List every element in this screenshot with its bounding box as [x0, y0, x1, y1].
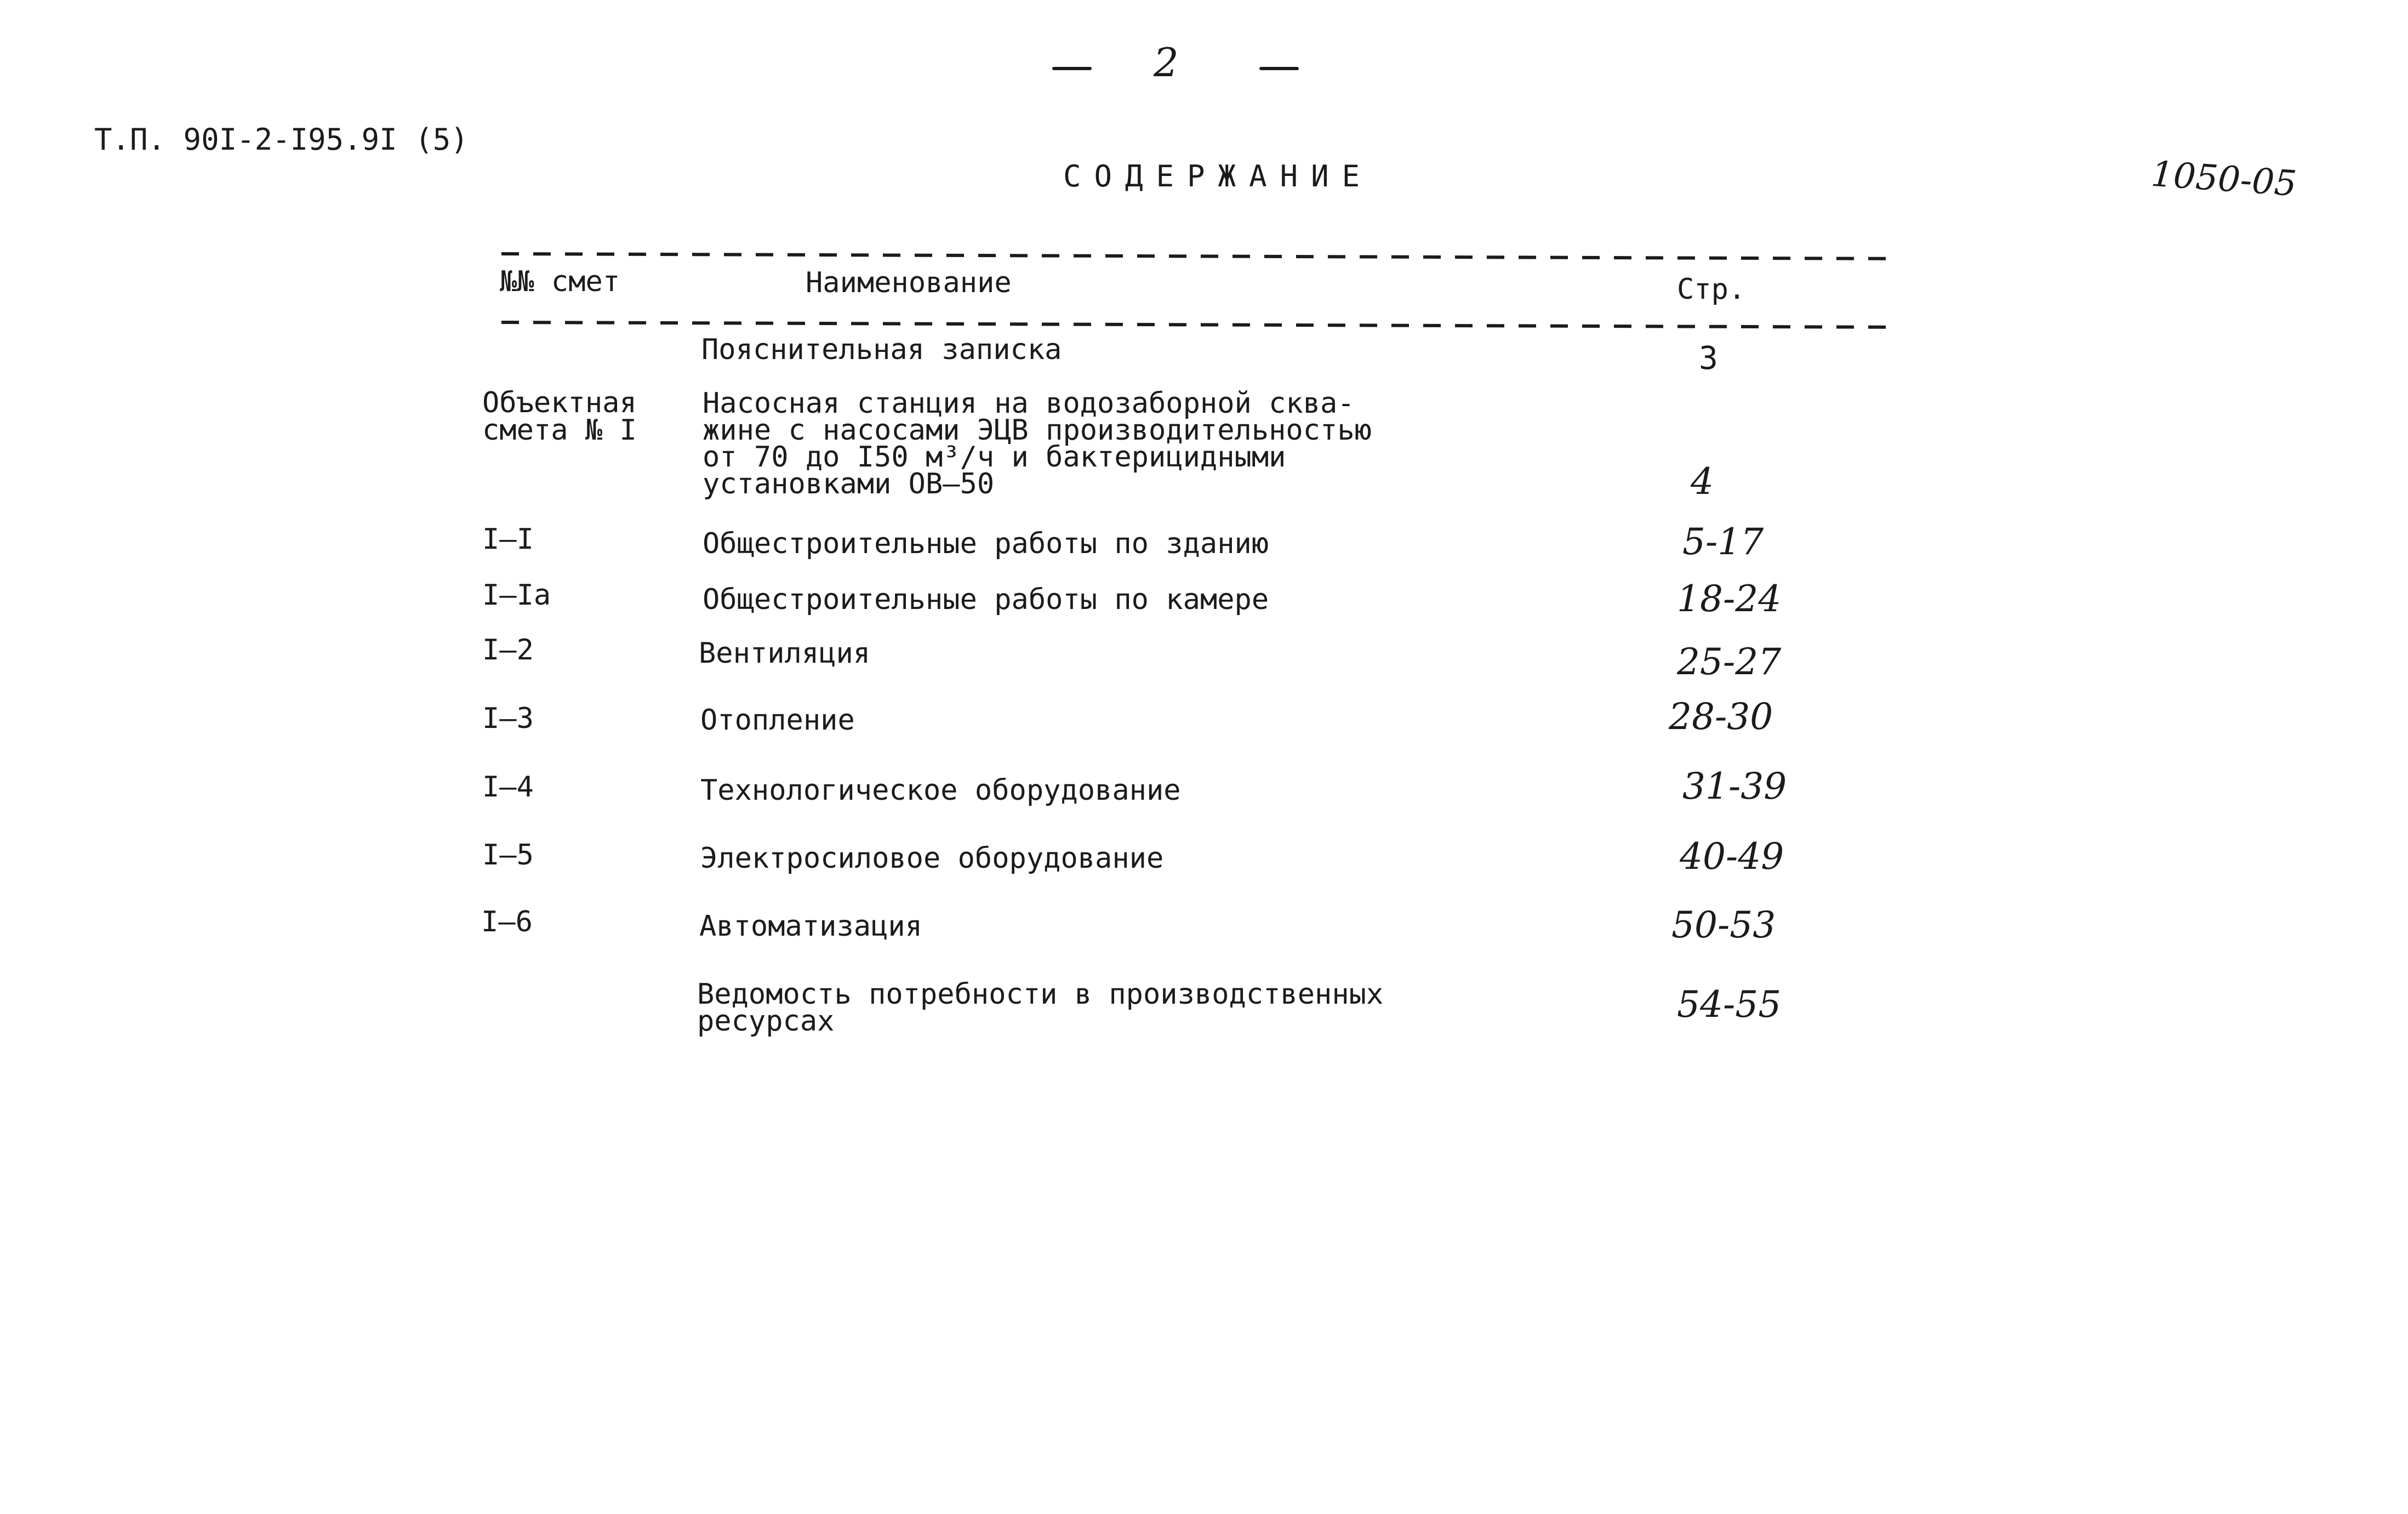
table-row-page: 50-53 — [1671, 904, 1776, 946]
table-row-estimate: I–3 — [482, 702, 534, 735]
table-row-page: 28-30 — [1669, 696, 1773, 738]
table-row-page: 4 — [1691, 460, 1714, 503]
table-row-name: Общестроительные работы по зданию — [703, 527, 1269, 560]
table-row-estimate: I–2 — [482, 634, 534, 667]
table-row-estimate: I–4 — [482, 771, 534, 804]
table-row-estimate: I–I — [482, 523, 534, 556]
document-code: Т.П. 90I-2-I95.9I (5) — [94, 122, 469, 157]
table-row-name: Ведомость потребности в производственных ресурсах — [697, 978, 1384, 1038]
table-row-estimate: I–Ia — [482, 579, 551, 612]
table-row-name: Отопление — [700, 704, 855, 737]
table-row-page: 5-17 — [1682, 521, 1764, 563]
table-row-estimate: Объектная смета № I — [482, 386, 637, 447]
column-header-name: Наименование — [806, 266, 1012, 299]
page-number-left-dash — [1052, 67, 1092, 70]
table-row-page: 18-24 — [1677, 578, 1782, 620]
table-row-page: 3 — [1699, 339, 1718, 377]
table-row-name: Технологическое оборудование — [700, 774, 1181, 807]
archive-number: 1050-05 — [2149, 153, 2298, 205]
table-row-name: Насосная станция на водозаборной сква- жине с насосами ЭЦВ производительностью от 70 до I50 м³/ч и бактерицидными установками ОВ–50 — [703, 387, 1372, 500]
table-row-page: 25-27 — [1677, 641, 1782, 683]
document-title: СОДЕРЖАНИЕ — [1063, 159, 1373, 193]
table-row-estimate: I–5 — [482, 839, 534, 872]
table-row-name: Электросиловое оборудование — [700, 842, 1164, 875]
table-row-name: Вентиляция — [699, 637, 871, 670]
page-number: 2 — [1154, 39, 1179, 86]
table-row-name: Общестроительные работы по камере — [703, 583, 1269, 616]
table-row-page: 31-39 — [1682, 765, 1787, 807]
table-top-rule — [501, 252, 1896, 260]
table-header-bottom-rule — [501, 321, 1896, 329]
table-row-name: Пояснительная записка — [701, 333, 1062, 366]
table-row-page: 54-55 — [1677, 983, 1782, 1026]
table-row-name: Автоматизация — [699, 910, 922, 943]
page-number-right-dash — [1259, 67, 1299, 70]
column-header-page: Стр. — [1677, 273, 1746, 306]
column-header-estimate-number: №№ смет — [500, 265, 620, 298]
table-row-page: 40-49 — [1680, 835, 1784, 878]
table-row-estimate: I–6 — [481, 906, 533, 938]
